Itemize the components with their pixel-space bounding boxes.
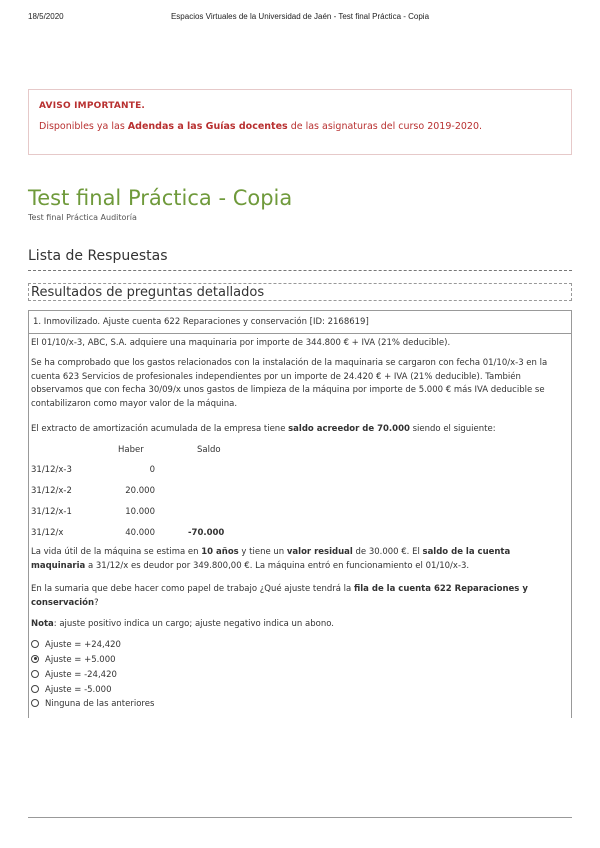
radio-checked-icon[interactable] <box>31 655 39 663</box>
question-paragraph-3 <box>31 423 567 437</box>
page-subtitle: Test final Práctica Auditoría <box>28 213 137 222</box>
question-paragraph-2: Se ha comprobado que los gastos relacionados con la instalación de la maquinaria se cargaron con fecha 01/10/x-3 en la cuenta 623 Servicios de profesionales independientes por un importe de 24.420 € + IVA (21% deducible). También observamos que con fecha 30/09/x unos gastos de limpieza de la máquina por importe de 5.000 € más IVA deducible se contabilizaron como mayor valor de la máquina. <box>31 358 548 409</box>
table-row-saldo: -70.000 <box>188 528 225 538</box>
p4-e: de 30.000 €. El <box>352 547 423 557</box>
page-title: Test final Práctica - Copia <box>28 186 293 210</box>
answer-option[interactable] <box>31 684 111 696</box>
radio-icon[interactable] <box>31 685 39 693</box>
p3-post: siendo el siguiente: <box>409 424 496 434</box>
p3-pre: El extracto de amortización acumulada de la empresa tiene <box>31 424 289 434</box>
table-header-haber: Haber <box>118 445 144 455</box>
p5-pre: En la sumaria que debe hacer como papel de trabajo ¿Qué ajuste tendrá la <box>31 584 354 594</box>
table-row-date: 31/12/x-3 <box>31 465 72 475</box>
p3-bold: saldo acreedor de 70.000 <box>288 424 410 434</box>
radio-icon[interactable] <box>31 640 39 648</box>
p5-post: ? <box>94 597 99 608</box>
notice-text-post: de las asignaturas del curso 2019-2020. <box>287 121 483 132</box>
table-row-haber: 40.000 <box>125 528 155 538</box>
print-title: Espacios Virtuales de la Universidad de Jaén - Test final Práctica - Copia <box>170 12 430 21</box>
print-header <box>28 12 572 24</box>
answer-option[interactable] <box>31 669 117 681</box>
answer-option[interactable] <box>31 654 116 666</box>
print-date: 18/5/2020 <box>28 12 64 21</box>
answer-option-label: Ajuste = -5.000 <box>45 685 112 695</box>
question-paragraph-1: El 01/10/x-3, ABC, S.A. adquiere una maquinaria por importe de 344.800 € + IVA (21% deducible). <box>31 338 451 348</box>
table-row-haber: 10.000 <box>125 507 155 517</box>
answer-option-label: Ajuste = -24,420 <box>45 670 117 680</box>
radio-icon[interactable] <box>31 670 39 678</box>
answer-option[interactable] <box>31 698 154 710</box>
p4-b: 10 años <box>201 547 239 557</box>
table-row-haber: 20.000 <box>125 486 155 496</box>
note-text: : ajuste positivo indica un cargo; ajuste negativo indica un abono. <box>53 619 334 629</box>
notice-text-pre: Disponibles ya las <box>39 121 128 132</box>
question-note <box>31 618 567 632</box>
p4-f: saldo de la cuenta maquinaria <box>31 547 511 571</box>
table-row-haber: 0 <box>149 465 155 475</box>
table-row-date: 31/12/x-1 <box>31 507 72 517</box>
notice-link-adendas[interactable]: Adendas a las Guías docentes <box>127 121 288 132</box>
answer-option-label: Ajuste = +24,420 <box>45 640 121 650</box>
table-row-date: 31/12/x-2 <box>31 486 72 496</box>
question-body <box>28 334 572 718</box>
p4-a: La vida útil de la máquina se estima en <box>31 547 202 557</box>
question-paragraph-5 <box>31 583 567 610</box>
table-header-saldo: Saldo <box>197 445 221 455</box>
table-row-date: 31/12/x <box>31 528 64 538</box>
radio-icon[interactable] <box>31 699 39 707</box>
p4-c: y tiene un <box>238 547 287 557</box>
p5-bold: fila de la cuenta 622 Reparaciones y conservación <box>31 584 528 608</box>
answer-option-label: Ajuste = +5.000 <box>45 655 116 665</box>
important-notice <box>28 89 572 155</box>
footer-divider <box>28 817 572 818</box>
question-header: 1. Inmovilizado. Ajuste cuenta 622 Reparaciones y conservación [ID: 2168619] <box>28 310 572 334</box>
notice-title: AVISO IMPORTANTE. <box>39 101 146 111</box>
notice-text <box>39 121 561 132</box>
answer-option[interactable] <box>31 639 121 651</box>
results-header: Resultados de preguntas detallados <box>28 283 572 301</box>
note-label: Nota <box>31 619 54 629</box>
answer-option-label: Ninguna de las anteriores <box>45 699 155 709</box>
question-paragraph-4 <box>31 546 567 573</box>
p4-g: a 31/12/x es deudor por 349.800,00 €. La máquina entró en funcionamiento el 01/10/x-3. <box>85 560 470 571</box>
p4-d: valor residual <box>286 547 353 557</box>
section-title: Lista de Respuestas <box>28 248 572 271</box>
